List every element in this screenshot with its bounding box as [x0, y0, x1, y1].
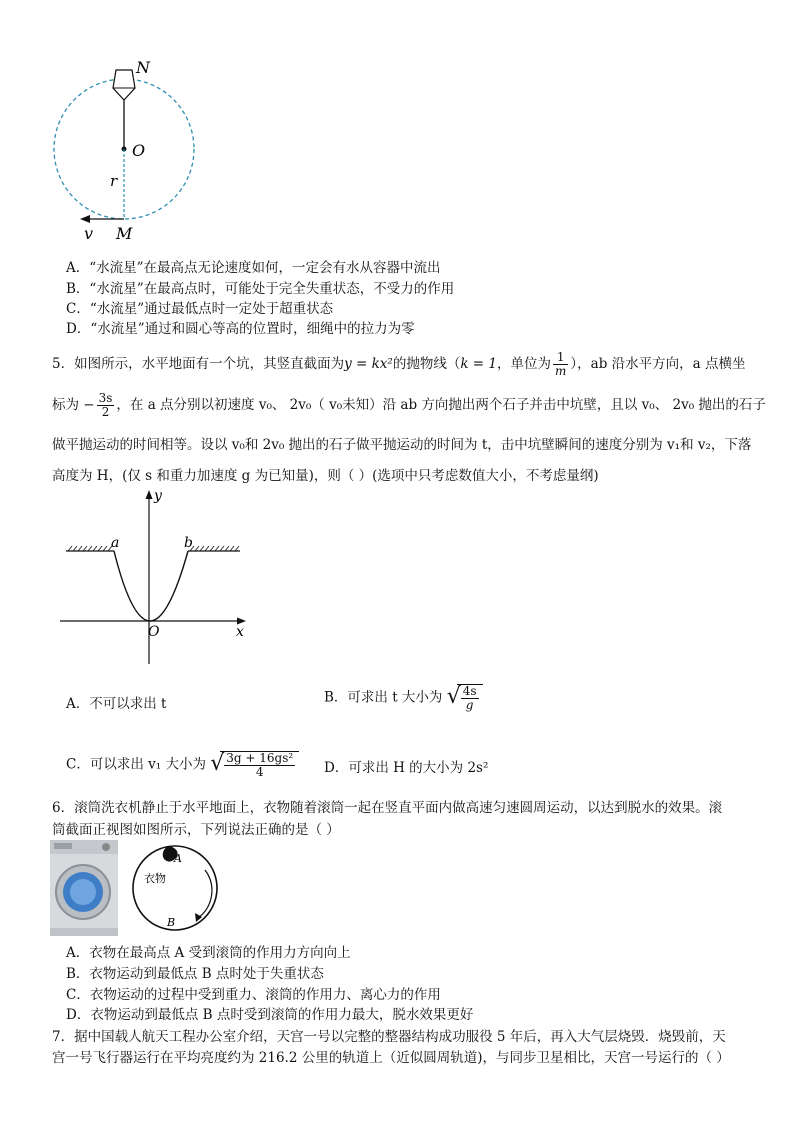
q4-figure [40, 58, 210, 248]
q6-figure [50, 840, 220, 938]
q5-option-a: A．不可以求出 t [66, 696, 167, 712]
q5-label-a: a [111, 535, 120, 551]
q6-line-2: 筒截面正视图如图所示，下列说法正确的是（ ） [52, 822, 340, 838]
q5-label-b: b [184, 535, 193, 551]
q5-label-y: y [154, 488, 162, 504]
q5-label-o: O [148, 624, 160, 640]
q5-option-c: C．可以求出 v₁ 大小为 √ $\frac{\text{3g + 16gs²}}{4}$ [66, 751, 299, 779]
q6-label-b: B [167, 916, 176, 929]
q5-parabola [114, 551, 188, 621]
q6-option-d: D．衣物运动到最低点 B 点时受到滚筒的作用力最大，脱水效果更好 [66, 1007, 474, 1023]
q6-line-1: 6．滚筒洗衣机静止于水平地面上，衣物随着滚筒一起在竖直平面内做高速匀速圆周运动，以达到脱水的效果。滚 [52, 800, 723, 816]
q4-label-v: v [84, 224, 94, 243]
q4-label-r: r [110, 172, 118, 190]
q4-label-o: O [132, 141, 146, 160]
q4-option-a: A．“水流星”在最高点无论速度如何，一定会有水从容器中流出 [66, 260, 441, 276]
q5-line-2: 标为 − $\frac{3s}{2}$ ，在 a 点分别以初速度 v₀、 2v₀（ v₀未知）沿 ab 方向抛出两个石子并击中坑壁，且以 v₀、 2v₀ 抛出的石子 [52, 391, 766, 419]
q6-option-c: C．衣物运动的过程中受到重力、滚筒的作用力、离心力的作用 [66, 987, 441, 1003]
q4-label-m: M [116, 224, 133, 243]
q5-option-b-sqrt: √ $\frac{4s}{g}$ [447, 684, 483, 712]
q5-option-b: B．可求出 t 大小为 √ $\frac{4s}{g}$ [324, 684, 483, 712]
q6-option-b: B．衣物运动到最低点 B 点时处于失重状态 [66, 966, 324, 982]
washing-machine-photo [50, 840, 118, 936]
q7-line-1: 7．据中国载人航天工程办公室介绍，天宫一号以完整的整器结构成功服役 5 年后，再入大气层烧毁．烧毁前，天 [52, 1029, 726, 1045]
q6-label-a: A [174, 852, 182, 865]
q5-unit-fraction: $\frac{1}{m}$ [555, 350, 567, 378]
q5-coord-fraction: $\frac{3s}{2}$ [98, 391, 113, 419]
q5-option-d: D．可求出 H 的大小为 2s² [324, 760, 489, 776]
q5-line-1: 5．如图所示，水平地面有一个坑，其竖直截面为y = kx²的抛物线（k = 1，单位为 $\frac{1}{m}$ ），ab 沿水平方向，a 点横坐 [52, 350, 746, 378]
q6-label-clothes: 衣物 [144, 872, 166, 885]
q6-option-a: A．衣物在最高点 A 受到滚筒的作用力方向向上 [66, 945, 351, 961]
q5-figure [56, 488, 256, 668]
q5-label-x: x [236, 624, 244, 640]
q4-option-d: D．“水流星”通过和圆心等高的位置时，细绳中的拉力为零 [66, 321, 415, 337]
q5-option-c-sqrt: √ $\frac{\text{3g + 16gs²}}{4}$ [210, 751, 299, 779]
q4-option-b: B．“水流星”在最高点时，可能处于完全失重状态，不受力的作用 [66, 281, 455, 297]
q4-label-n: N [136, 58, 150, 77]
q5-line-3: 做平抛运动的时间相等。设以 v₀和 2v₀ 抛出的石子做平抛运动的时间为 t，击中坑壁瞬间的速度分别为 v₁和 v₂，下落 [52, 437, 752, 453]
q4-container-icon [113, 70, 135, 100]
q7-line-2: 宫一号飞行器运行在平均亮度约为 216.2 公里的轨道上（近似圆周轨道)，与同步卫星相比，天宫一号运行的（ ） [52, 1050, 730, 1066]
q5-line-4: 高度为 H，(仅 s 和重力加速度 g 为已知量)，则（ ）(选项中只考虑数值大小，不考虑量纲) [52, 468, 599, 484]
q4-option-c: C．“水流星”通过最低点时一定处于超重状态 [66, 301, 334, 317]
